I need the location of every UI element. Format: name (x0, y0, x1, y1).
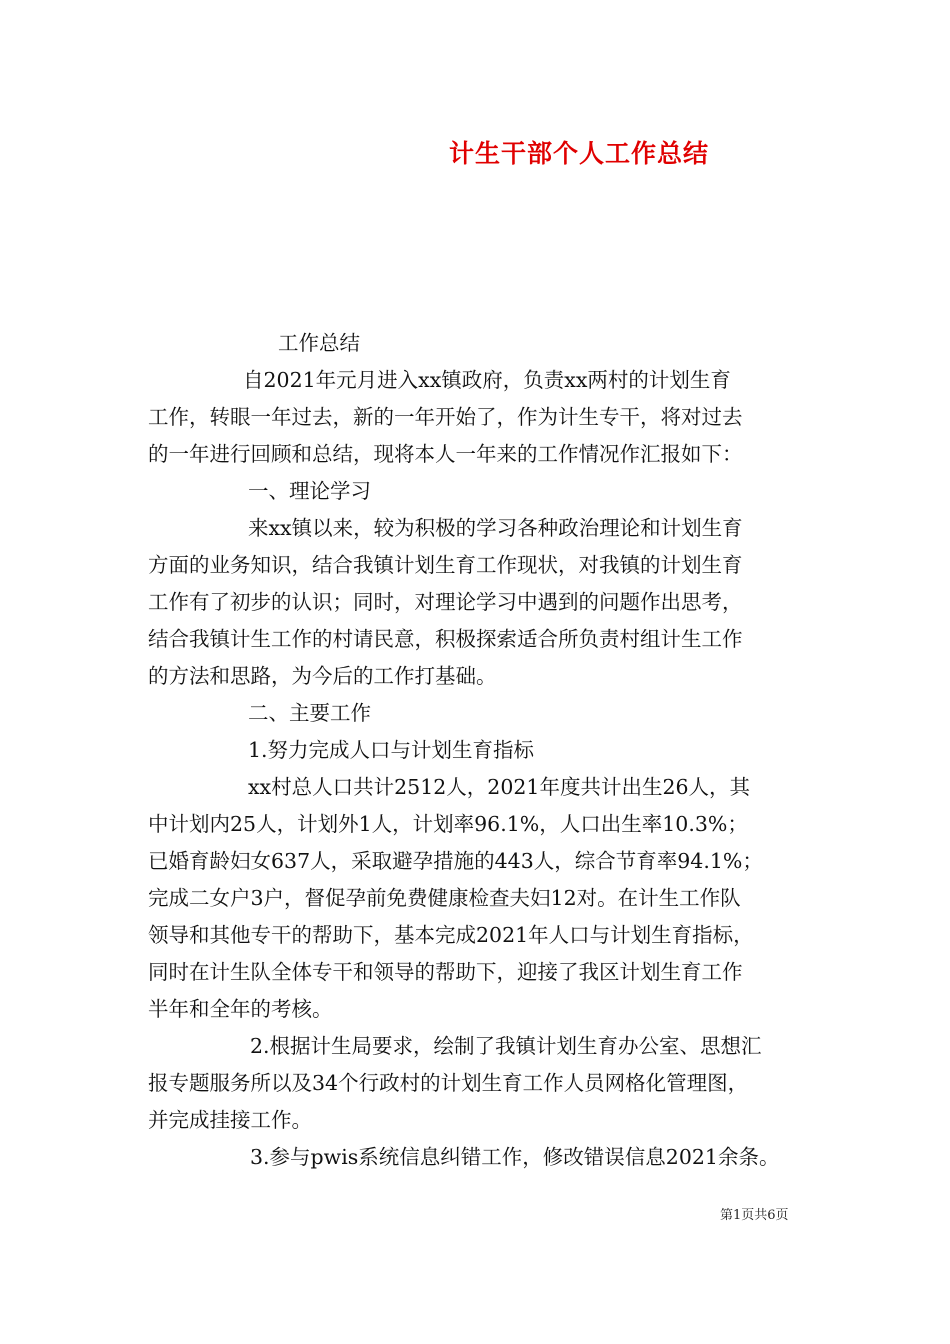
section-heading-theory: 一、理论学习 (248, 479, 371, 503)
paragraph-line: 工作有了初步的认识；同时，对理论学习中遇到的问题作出思考， (148, 590, 743, 614)
section-heading-main-work: 二、主要工作 (248, 701, 371, 725)
document-title: 计生干部个人工作总结 (449, 139, 710, 168)
paragraph-line: 报专题服务所以及34个行政村的计划生育工作人员网格化管理图， (148, 1071, 749, 1095)
paragraph-line: 工作，转眼一年过去，新的一年开始了，作为计生专干，将对过去 (148, 405, 743, 429)
paragraph-line: 半年和全年的考核。 (148, 997, 333, 1021)
paragraph-line: 已婚育龄妇女637人，采取避孕措施的443人，综合节育率94.1%； (148, 849, 763, 873)
paragraph-line: 完成二女户3户，督促孕前免费健康检查夫妇12对。在计生工作队 (148, 886, 741, 910)
paragraph-line: 同时在计生队全体专干和领导的帮助下，迎接了我区计划生育工作 (148, 960, 743, 984)
paragraph-line: 中计划内25人，计划外1人，计划率96.1%，人口出生率10.3%； (148, 812, 748, 836)
section-heading-summary: 工作总结 (278, 331, 360, 355)
page-number: 第1页共6页 (720, 1208, 789, 1223)
paragraph-line: 方面的业务知识，结合我镇计划生育工作现状，对我镇的计划生育 (148, 553, 743, 577)
paragraph-line: xx村总人口共计2512人，2021年度共计出生26人，其 (248, 775, 751, 799)
subsection-heading: 1.努力完成人口与计划生育指标 (248, 738, 535, 762)
document-body (148, 325, 808, 1176)
paragraph-line: 的一年进行回顾和总结，现将本人一年来的工作情况作汇报如下： (148, 442, 743, 466)
paragraph-line: 来xx镇以来，较为积极的学习各种政治理论和计划生育 (248, 516, 743, 540)
paragraph-line: 领导和其他专干的帮助下，基本完成2021年人口与计划生育指标， (148, 923, 754, 947)
paragraph-line: 的方法和思路，为今后的工作打基础。 (148, 664, 497, 688)
paragraph-line: 3.参与pwis系统信息纠错工作，修改错误信息2021余条。 (250, 1145, 780, 1169)
paragraph-line: 自2021年元月进入xx镇政府，负责xx两村的计划生育 (243, 368, 731, 392)
paragraph-line: 并完成挂接工作。 (148, 1108, 312, 1132)
paragraph-line: 2.根据计生局要求，绘制了我镇计划生育办公室、思想汇 (250, 1034, 762, 1058)
paragraph-line: 结合我镇计生工作的村请民意，积极探索适合所负责村组计生工作 (148, 627, 743, 651)
